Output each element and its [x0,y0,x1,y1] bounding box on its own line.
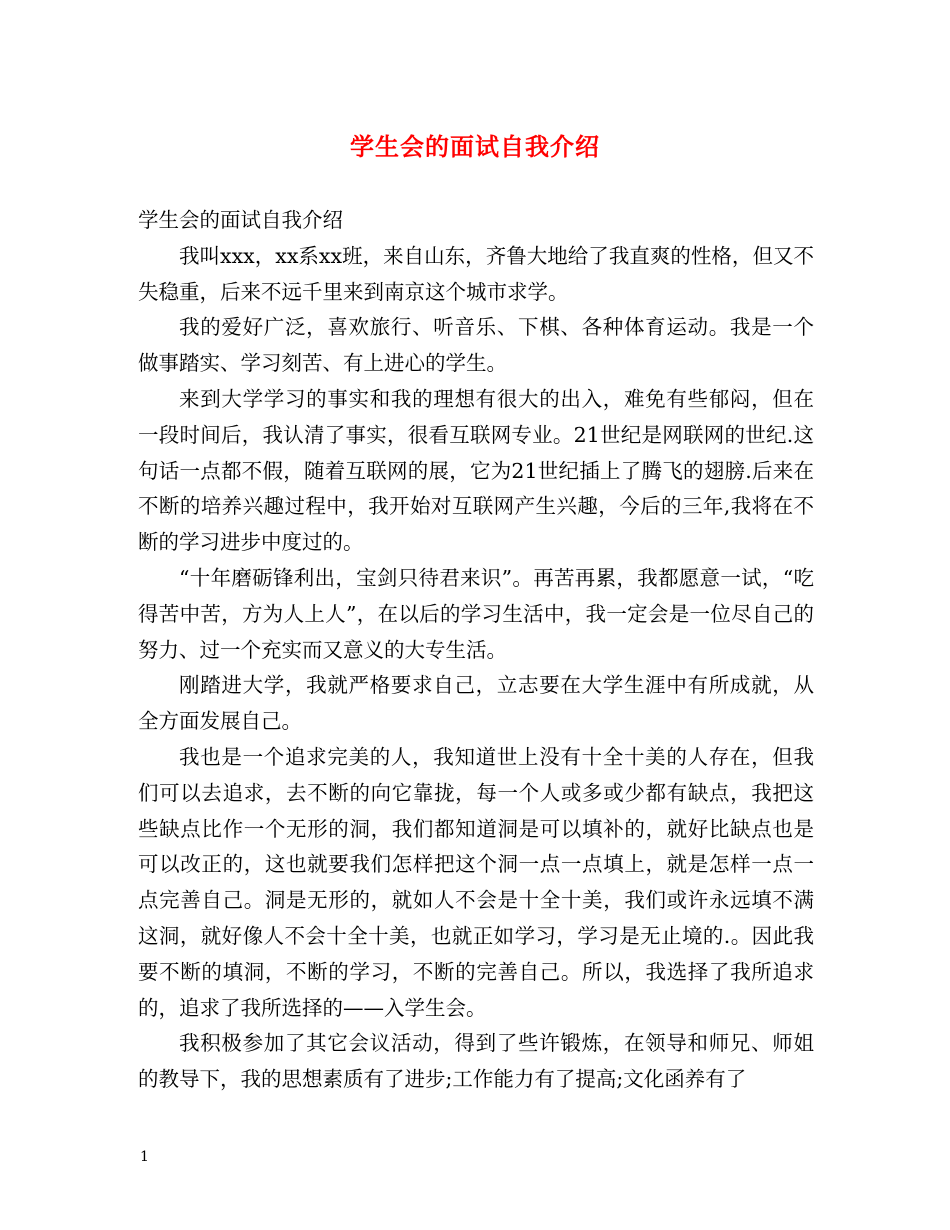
document-title: 学生会的面试自我介绍 [350,132,600,161]
paragraph-motto: “十年磨砺锋利出，宝剑只待君来识”。再苦再累，我都愿意一试，“吃得苦中苦，方为人上人”，在以后的学习生活中，我一定会是一位尽自己的努力、过一个充实而又意义的大专生活。 [138,565,814,662]
paragraph-perfection: 我也是一个追求完美的人，我知道世上没有十全十美的人存在，但我们可以去追求，去不断的向它靠拢，每一个人或多或少都有缺点，我把这些缺点比作一个无形的洞，我们都知道洞是可以填补的，就好比缺点也是可以改正的，这也就要我们怎样把这个洞一点一点填上，就是怎样一点一点完善自己。洞是无形的，就如人不会是十全十美，我们或许永远填不满这洞，就好像人不会十全十美，也就正如学习，学习是无止境的.。因此我要不断的填洞，不断的学习，不断的完善自己。所以，我选择了我所追求的，追求了我所选择的——入学生会。 [138,744,814,1020]
document-subtitle: 学生会的面试自我介绍 [138,208,343,232]
paragraph-introduction: 我叫xxx，xx系xx班，来自山东，齐鲁大地给了我直爽的性格，但又不失稳重，后来不远千里来到南京这个城市求学。 [138,243,814,304]
document-body [138,203,814,1098]
paragraph-self-discipline: 刚踏进大学，我就严格要求自己，立志要在大学生涯中有所成就，从全方面发展自己。 [138,673,814,734]
page-number: 1 [140,1149,149,1165]
paragraph-activities: 我积极参加了其它会议活动，得到了些许锻炼，在领导和师兄、师姐的教导下，我的思想素质有了进步;工作能力有了提高;文化函养有了 [138,1031,814,1092]
paragraph-hobbies: 我的爱好广泛，喜欢旅行、听音乐、下棋、各种体育运动。我是一个做事踏实、学习刻苦、有上进心的学生。 [138,315,814,376]
paragraph-university-study: 来到大学学习的事实和我的理想有很大的出入，难免有些郁闷，但在一段时间后，我认清了事实，很看互联网专业。21世纪是网联网的世纪.这句话一点都不假，随着互联网的展，它为21世纪插上了腾飞的翅膀.后来在不断的培养兴趣过程中，我开始对互联网产生兴趣，今后的三年,我将在不断的学习进步中度过的。 [138,386,814,555]
